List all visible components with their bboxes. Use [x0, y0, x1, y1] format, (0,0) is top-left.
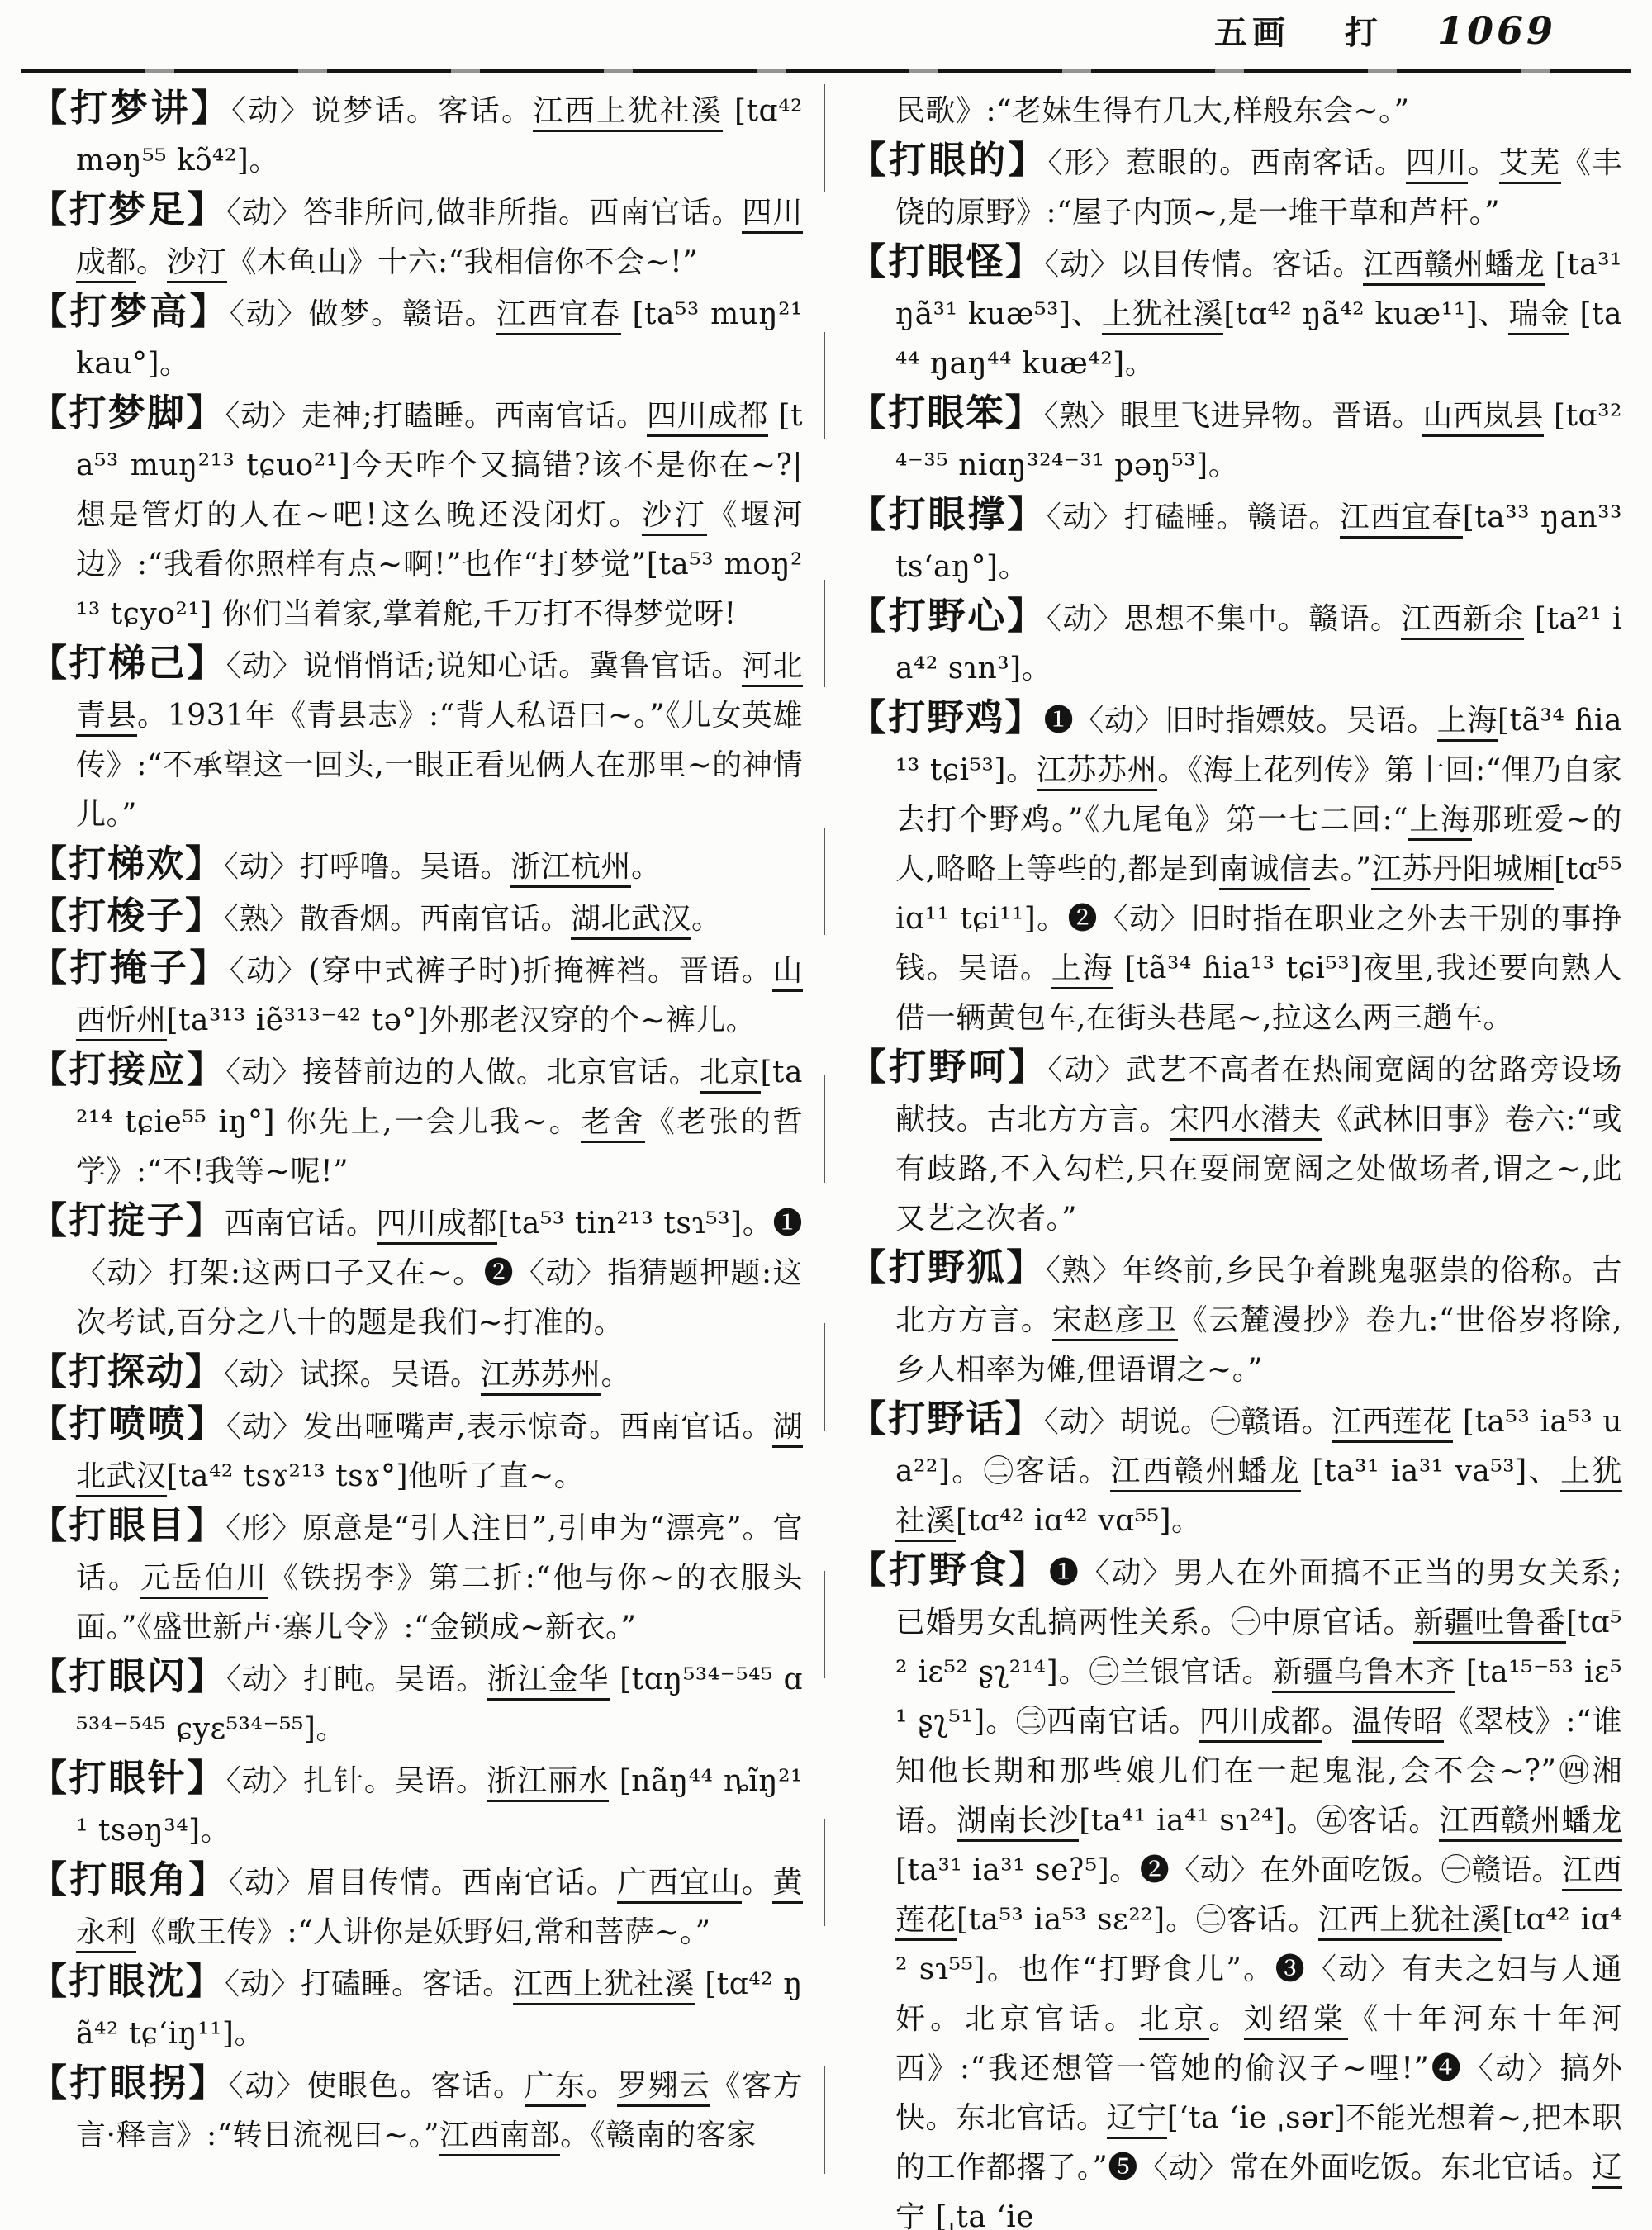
entry-text: 。: [1208, 2002, 1244, 2036]
dictionary-entry: [849, 240, 1622, 389]
dictionary-entry: [849, 1397, 1622, 1546]
entry-text: 〈动〉走神;打瞌睡。西南官话。: [225, 399, 647, 433]
entry-text: 。1931年《青县志》:“背人私语曰~。”《儿女英雄传》:“不承望这一回头,一眼正看见俩人在那里~的神情儿。”: [76, 699, 803, 832]
entry-text: ❶〈动〉男人在外面搞不正当的男女关系;已婚男女乱搞两性关系。㊀中原官话。: [895, 1556, 1622, 1639]
entry-text: 〈动〉做梦。赣语。: [229, 297, 496, 331]
proper-name-underlined: 浙江丽水: [487, 1764, 609, 1802]
proper-name-underlined: 江西上犹社溪: [533, 94, 723, 132]
proper-name-underlined: 沙汀: [167, 245, 227, 283]
proper-name-underlined: 江西赣州蟠龙: [1363, 248, 1545, 286]
entry-headword: 【打野狐】: [849, 1245, 1046, 1289]
entry-text: 〈形〉原意是“引人注目”,引申为“漂亮”。官话。: [76, 1511, 803, 1595]
proper-name-underlined: 广东: [525, 2069, 586, 2107]
dictionary-entry: [849, 493, 1622, 592]
proper-name-underlined: 新疆吐鲁番: [1413, 1606, 1566, 1644]
proper-name-underlined: 沙汀: [642, 498, 707, 536]
entry-text: 〈动〉(穿中式裤子时)折掩裤裆。晋语。: [229, 954, 773, 988]
entry-text: 《十年河东十年河西》:“我还想管一管她的偷汉子~哩!”❹〈动〉搞外快。东北官话。: [895, 2002, 1622, 2135]
dictionary-entry: [30, 894, 803, 944]
proper-name-underlined: 山西岚县: [1422, 399, 1544, 437]
entry-headword: 【打眼撑】: [849, 492, 1047, 536]
dictionary-entry: [849, 595, 1622, 694]
entry-text: [ˌta ʻie: [925, 2200, 1035, 2230]
entry-text: 〈动〉打磕睡。赣语。: [1046, 501, 1340, 534]
entry-text: [tɑ⁴² ŋã⁴² tɕʻiŋ¹¹]。: [76, 1967, 803, 2051]
proper-name-underlined: 浙江杭州: [510, 850, 631, 888]
proper-name-underlined: 江西上犹社溪: [513, 1967, 695, 2005]
entry-text: [tɑ⁴² məŋ⁵⁵ kɔ̃⁴²]。: [76, 94, 803, 178]
entry-headword: 【打掟子】: [30, 1198, 225, 1242]
entry-text: 。: [136, 245, 167, 279]
entry-text: [ta⁴⁴ ŋaŋ⁴⁴ kuæ⁴²]。: [895, 297, 1622, 381]
proper-name-underlined: 上海: [1437, 704, 1498, 742]
proper-name-underlined: 四川成都: [1199, 1705, 1322, 1743]
entry-headword: 【打眼的】: [849, 138, 1048, 182]
entry-text: 〈动〉思想不集中。赣语。: [1046, 602, 1402, 636]
proper-name-underlined: 河北青县: [76, 649, 803, 737]
proper-name-underlined: 辽宁: [895, 2151, 1622, 2230]
proper-name-underlined: 江西上犹社溪: [1318, 1903, 1502, 1941]
dictionary-entry: [30, 391, 803, 639]
entry-text: 那班爱~的人,略略上等些的,都是到: [895, 803, 1622, 886]
entry-text: 〈动〉使眼色。客话。: [228, 2069, 525, 2103]
entry-text: 〈动〉胡说。㊀赣语。: [1043, 1405, 1332, 1439]
entry-text: [ta³¹ ia³¹ seʔ⁵]。❷〈动〉在外面吃饭。㊀赣语。: [895, 1853, 1562, 1887]
entry-text: 〈动〉打磕睡。客话。: [224, 1967, 513, 2001]
entry-continuation: [849, 87, 1622, 136]
entry-text: 〈动〉试探。吴语。: [224, 1358, 481, 1392]
entry-text: 〈熟〉散香烟。西南官话。: [224, 902, 572, 936]
proper-name-underlined: 北京: [700, 1056, 761, 1094]
entry-text: 〈熟〉年终前,乡民争着跳鬼驱祟的俗称。古北方方言。: [895, 1254, 1622, 1337]
proper-name-underlined: 江苏苏州: [481, 1358, 601, 1396]
dictionary-entry: [30, 1048, 803, 1197]
entry-headword: 【打梭子】: [30, 894, 225, 937]
dictionary-entry: [30, 188, 803, 287]
entry-text: [ta²¹⁴ tɕie⁵⁵ iŋ°] 你先上,一会儿我~。: [76, 1056, 803, 1139]
proper-name-underlined: 上犹社溪: [1102, 297, 1224, 335]
proper-name-underlined: 湖南长沙: [957, 1804, 1079, 1842]
entry-text: [tɑŋ⁵³⁴⁻⁵⁴⁵ ɑ⁵³⁴⁻⁵⁴⁵ ɕyɛ⁵³⁴⁻⁵⁵]。: [76, 1663, 803, 1746]
dictionary-entry: [30, 947, 803, 1046]
entry-headword: 【打野话】: [849, 1397, 1044, 1440]
entry-text: 。《赣南的客家: [560, 2118, 757, 2152]
dictionary-entry: [30, 1199, 803, 1348]
entry-text: 《翠枝》:“谁知他长期和那些娘儿们在一起鬼混,会不会~?”㊃湘语。: [895, 1705, 1622, 1838]
entry-headword: 【打眼怪】: [849, 240, 1045, 283]
entry-text: 《客方言·释言》:“转目流视曰~。”: [76, 2069, 803, 2152]
entry-headword: 【打眼沈】: [30, 1959, 225, 2003]
dictionary-entry: [30, 1402, 803, 1502]
entry-text: [ta⁴² tsɤ²¹³ tsɤ°]他听了直~。: [166, 1459, 585, 1493]
proper-name-underlined: 四川成都: [76, 196, 803, 283]
entry-headword: 【打梦脚】: [30, 391, 225, 434]
proper-name-underlined: 瑞金: [1508, 297, 1569, 335]
dictionary-entry: [30, 1504, 803, 1653]
page-header: [1214, 7, 1556, 54]
entry-headword: 【打眼闪】: [30, 1654, 226, 1698]
entry-text: 〈动〉打盹。吴语。: [225, 1663, 487, 1696]
proper-name-underlined: 上海: [1408, 803, 1472, 841]
proper-name-underlined: 江西莲花: [1332, 1405, 1453, 1443]
proper-name-underlined: 南诚信: [1219, 852, 1310, 890]
entry-headword: 【打眼笨】: [849, 391, 1044, 434]
dictionary-entry: [849, 139, 1622, 238]
entry-text: [ta⁵³ muŋ²¹³ tɕuo²¹]今天咋个又搞错?该不是你在~?|想是管灯的人在~吧!这么晚还没闭灯。: [76, 399, 803, 532]
entry-text: 。: [586, 2069, 618, 2103]
entry-text: 西南官话。: [225, 1207, 377, 1241]
entry-text: [ta⁵³ ia⁵³ ua²²]。㊁客话。: [895, 1405, 1622, 1488]
proper-name-underlined: 江西赣州蟠龙: [1439, 1804, 1622, 1842]
entry-headword: 【打梯欢】: [30, 842, 225, 885]
entry-text: [tɑ⁵⁵ iɑ¹¹ tɕi¹¹]。❷〈动〉旧时指在职业之外去干别的事挣钱。吴语。: [895, 852, 1622, 985]
entry-text: 〈动〉答非所问,做非所指。西南官话。: [225, 196, 743, 230]
entry-text: [ta²¹ ia⁴² sɿn³]。: [895, 602, 1622, 686]
dictionary-entry: [849, 1046, 1622, 1244]
entry-text: 〈动〉扎针。吴语。: [225, 1764, 487, 1798]
proper-name-underlined: 辽宁: [1107, 2101, 1167, 2139]
proper-name-underlined: 湖北武汉: [76, 1410, 803, 1497]
dictionary-entry: [30, 1858, 803, 1957]
two-column-body: [30, 84, 1622, 2230]
proper-name-underlined: 四川: [1406, 146, 1468, 184]
proper-name-underlined: 艾芜: [1499, 146, 1561, 184]
entry-headword: 【打掩子】: [30, 946, 230, 989]
proper-name-underlined: 湖北武汉: [571, 902, 691, 940]
entry-text: 《武林旧事》卷六:“或有歧路,不入勾栏,只在耍闹宽阔之处做场者,谓之~,此又艺之次者。”: [895, 1103, 1622, 1236]
entry-headword: 【打梦讲】: [30, 86, 232, 130]
proper-name-underlined: 温传昭: [1352, 1705, 1444, 1743]
entry-text: [tã³⁴ ɦia¹³ tɕi⁵³]。: [895, 704, 1622, 787]
left-column: [30, 84, 803, 2230]
proper-name-underlined: 江西宜春: [1340, 501, 1463, 539]
dictionary-entry: [30, 1655, 803, 1754]
entry-text: 《木鱼山》十六:“我相信你不会~!”: [226, 245, 699, 279]
entry-headword: 【打眼角】: [30, 1858, 229, 1901]
entry-text: 《云麓漫抄》卷九:“世俗岁将除,乡人相率为傩,俚语谓之~。”: [895, 1303, 1622, 1387]
entry-text: 〈动〉打呼噜。吴语。: [224, 850, 511, 884]
entry-text: [ta⁵³ ia⁵³ sɛ²²]。㊁客话。: [957, 1903, 1319, 1937]
dictionary-entry: [30, 842, 803, 892]
header-section-label: 五画: [1214, 13, 1290, 52]
entry-headword: 【打接应】: [30, 1047, 226, 1091]
entry-text: 。《海上花列传》第十回:“俚乃自家去打个野鸡。”《九尾龟》第一七二回:“: [895, 753, 1622, 837]
dictionary-entry: [30, 87, 803, 186]
proper-name-underlined: 北京: [1139, 2002, 1208, 2040]
entry-headword: 【打喷喷】: [30, 1402, 226, 1445]
entry-text: 《铁拐李》第二折:“他与你~的衣服头面。”《盛世新声·寨儿令》:“金锁成~新衣。”: [76, 1561, 803, 1644]
entry-text: [tɑ⁴² ŋã⁴² kuæ¹¹]、: [1223, 297, 1509, 331]
proper-name-underlined: 江苏丹阳城厢: [1371, 852, 1554, 890]
entry-text: 民歌》:“老妹生得冇几大,样般东会~。”: [895, 94, 1410, 128]
entry-headword: 【打野呵】: [849, 1045, 1048, 1089]
entry-text: 〈动〉说梦话。客话。: [231, 94, 534, 128]
proper-name-underlined: 江西赣州蟠龙: [1110, 1454, 1300, 1492]
proper-name-underlined: 元岳伯川: [140, 1561, 268, 1599]
entry-text: 《丰饶的原野》:“屋子内顶~,是一堆干草和芦杆。”: [895, 146, 1622, 230]
entry-text: 。: [1321, 1705, 1352, 1739]
entry-headword: 【打探动】: [30, 1350, 225, 1393]
entry-text: 。: [691, 902, 722, 936]
entry-text: [ta³¹³ iẽ³¹³⁻⁴² tə°]外那老汉穿的个~裤儿。: [166, 1004, 757, 1037]
header-rule: [21, 69, 1631, 73]
entry-text: 。: [601, 1358, 632, 1392]
proper-name-underlined: 老舍: [581, 1105, 644, 1143]
proper-name-underlined: 江西宜春: [496, 297, 621, 335]
entry-text: 〈动〉眉目传情。西南官话。: [228, 1866, 618, 1900]
entry-text: 〈动〉发出咂嘴声,表示惊奇。西南官话。: [225, 1410, 773, 1444]
proper-name-underlined: 四川成都: [377, 1207, 498, 1245]
proper-name-underlined: 上海: [1051, 951, 1114, 989]
entry-headword: 【打梦高】: [30, 289, 230, 333]
proper-name-underlined: 广西宜山: [617, 1866, 741, 1904]
proper-name-underlined: 山西忻州: [76, 954, 803, 1041]
page-number: 1069: [1437, 8, 1557, 53]
entry-text: [tɑ⁴² iɑ⁴² sɿ⁵⁵]。也作“打野食儿”。❸〈动〉有夫之妇与人通奸。北京官话。: [895, 1903, 1622, 2036]
entry-text: 《老张的哲学》:“不!我等~呢!”: [76, 1105, 803, 1189]
dictionary-entry: [849, 391, 1622, 491]
dictionary-entry: [30, 642, 803, 840]
proper-name-underlined: 宋四水潜夫: [1170, 1103, 1322, 1141]
entry-text: 〈动〉接替前边的人做。北京官话。: [225, 1056, 700, 1089]
entry-text: [ta³¹ ia³¹ va⁵³]、: [1300, 1454, 1561, 1488]
entry-text: 。: [631, 850, 662, 884]
entry-text: [ta¹⁵⁻⁵³ iɛ⁵¹ ʂʅ⁵¹]。㊂西南官话。: [895, 1655, 1622, 1739]
entry-headword: 【打梯己】: [30, 641, 226, 685]
dictionary-entry: [849, 1549, 1622, 2230]
entry-headword: 【打野鸡】: [849, 695, 1044, 739]
entry-text: 《歌王传》:“人讲你是妖野妇,常和菩萨~。”: [136, 1915, 711, 1949]
proper-name-underlined: 江西新余: [1401, 602, 1524, 640]
entry-text: 〈动〉武艺不高者在热闹宽阔的岔路旁设场献技。古北方方言。: [895, 1053, 1622, 1136]
header-head-character: 打: [1345, 13, 1383, 52]
entry-text: [ta⁵³ tin²¹³ tsɿ⁵³]。❶〈动〉打架:这两口子又在~。❷〈动〉指猜题押题:这次考试,百分之八十的题是我们~打准的。: [76, 1207, 803, 1340]
proper-name-underlined: 新疆乌鲁木齐: [1272, 1655, 1455, 1693]
dictionary-entry: [849, 1246, 1622, 1395]
entry-headword: 【打眼针】: [30, 1756, 226, 1800]
entry-text: [ta³³ ŋan³³ tsʻaŋ°]。: [895, 501, 1622, 584]
proper-name-underlined: 黄永利: [76, 1866, 803, 1953]
proper-name-underlined: 江西南部: [439, 2118, 560, 2156]
proper-name-underlined: 宋赵彦卫: [1052, 1303, 1178, 1341]
entry-text: [ta³¹ ŋã³¹ kuæ⁵³]、: [895, 248, 1622, 331]
proper-name-underlined: 江苏苏州: [1037, 753, 1157, 791]
dictionary-entry: [849, 696, 1622, 1043]
proper-name-underlined: 浙江金华: [487, 1663, 609, 1701]
dictionary-entry: [30, 1960, 803, 2059]
proper-name-underlined: 罗翙云: [617, 2069, 710, 2107]
entry-headword: 【打野食】: [849, 1548, 1049, 1592]
entry-text: ❶〈动〉旧时指嫖妓。吴语。: [1043, 704, 1437, 738]
dictionary-entry: [30, 1350, 803, 1400]
entry-text: [ta⁵³ muŋ²¹ kau°]。: [76, 297, 803, 381]
entry-text: 。: [741, 1866, 773, 1900]
proper-name-underlined: 刘绍棠: [1244, 2002, 1349, 2040]
entry-text: 〈形〉惹眼的。西南客话。: [1047, 146, 1406, 180]
entry-headword: 【打梦足】: [30, 187, 226, 231]
dictionary-entry: [30, 1757, 803, 1856]
entry-headword: 【打眼目】: [30, 1503, 226, 1547]
proper-name-underlined: 四川成都: [647, 399, 768, 437]
entry-text: [ta⁴¹ ia⁴¹ sɿ²⁴]。㊄客话。: [1079, 1804, 1440, 1838]
entry-text: [tɑ⁴² iɑ⁴² vɑ⁵⁵]。: [956, 1504, 1202, 1538]
entry-text: [nãŋ⁴⁴ ȵĩŋ²¹¹ tsəŋ³⁴]。: [76, 1764, 803, 1848]
entry-text: 。: [1468, 146, 1499, 180]
entry-text: [tɑ⁵² iɛ⁵² ʂʅ²¹⁴]。㊁兰银官话。: [895, 1606, 1622, 1689]
entry-text: 《堰河边》:“我看你照样有点~啊!”也作“打梦觉”[ta⁵³ moŋ²¹³ tɕyo²¹] 你们当着家,掌着舵,千万打不得梦觉呀!: [76, 498, 803, 631]
entry-text: [ʻta ʻie ˌsər]不能光想着~,把本职的工作都撂了。”❺〈动〉常在外面吃饭。东北官话。: [895, 2101, 1622, 2185]
entry-text: [tã³⁴ ɦia¹³ tɕi⁵³]夜里,我还要向熟人借一辆黄包车,在街头巷尾~,拉这么两三趟车。: [895, 951, 1622, 1035]
dictionary-entry: [30, 2062, 803, 2161]
entry-text: 〈动〉以目传情。客话。: [1044, 248, 1364, 282]
dictionary-entry: [30, 290, 803, 389]
right-column: [849, 84, 1622, 2230]
proper-name-underlined: 上犹社溪: [895, 1454, 1622, 1542]
entry-text: [tɑ³²⁴⁻³⁵ niɑŋ³²⁴⁻³¹ pəŋ⁵³]。: [895, 399, 1622, 482]
entry-text: 去。”: [1310, 852, 1372, 886]
entry-text: 〈动〉说悄悄话;说知心话。冀鲁官话。: [225, 649, 743, 683]
entry-headword: 【打眼拐】: [30, 2061, 229, 2104]
entry-headword: 【打野心】: [849, 594, 1047, 638]
proper-name-underlined: 江西莲花: [895, 1853, 1622, 1941]
entry-text: 〈熟〉眼里飞进异物。晋语。: [1043, 399, 1423, 433]
